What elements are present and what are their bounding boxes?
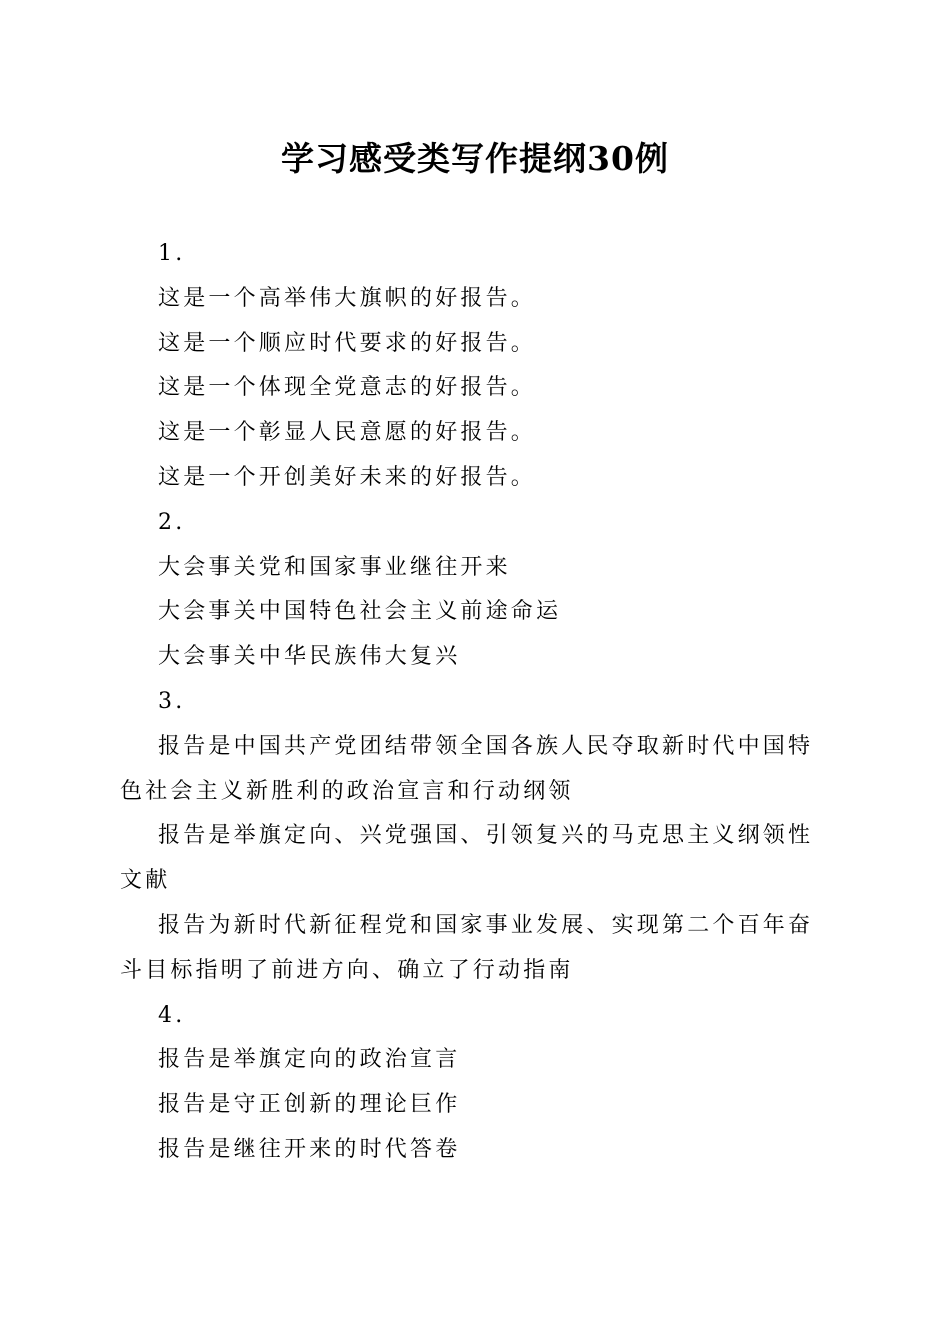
body-paragraph: 这是一个彰显人民意愿的好报告。: [158, 420, 537, 446]
section-number: 2.: [158, 509, 186, 535]
section-number: 1.: [158, 241, 186, 266]
body-paragraph: 这是一个体现全党意志的好报告。: [158, 375, 537, 401]
body-paragraph: 报告是继往开来的时代答卷: [158, 1136, 461, 1162]
body-paragraph: 报告是举旗定向的政治宣言: [158, 1047, 461, 1073]
body-paragraph: 报告是中国共产党团结带领全国各族人民夺取新时代中国特色社会主义新胜利的政治宣言和行动纲领: [120, 733, 814, 804]
body-paragraph: 大会事关中华民族伟大复兴: [158, 644, 461, 670]
body-paragraph: 报告是守正创新的理论巨作: [158, 1092, 461, 1118]
section-number: 3.: [158, 688, 186, 714]
body-paragraph: 这是一个顺应时代要求的好报告。: [158, 330, 537, 356]
document-body: [120, 232, 825, 1173]
body-paragraph: 这是一个开创美好未来的好报告。: [158, 464, 537, 490]
body-paragraph: 报告是举旗定向、兴党强国、引领复兴的马克思主义纲领性文献: [120, 823, 814, 894]
body-paragraph: 大会事关党和国家事业继往开来: [158, 554, 511, 580]
body-paragraph: 大会事关中国特色社会主义前途命运: [158, 599, 562, 625]
section-number: 4.: [158, 1002, 186, 1028]
body-paragraph: 报告为新时代新征程党和国家事业发展、实现第二个百年奋斗目标指明了前进方向、确立了行动指南: [120, 912, 814, 983]
body-paragraph: 这是一个高举伟大旗帜的好报告。: [158, 285, 537, 311]
document-title: 学习感受类写作提纲30例: [281, 139, 669, 178]
